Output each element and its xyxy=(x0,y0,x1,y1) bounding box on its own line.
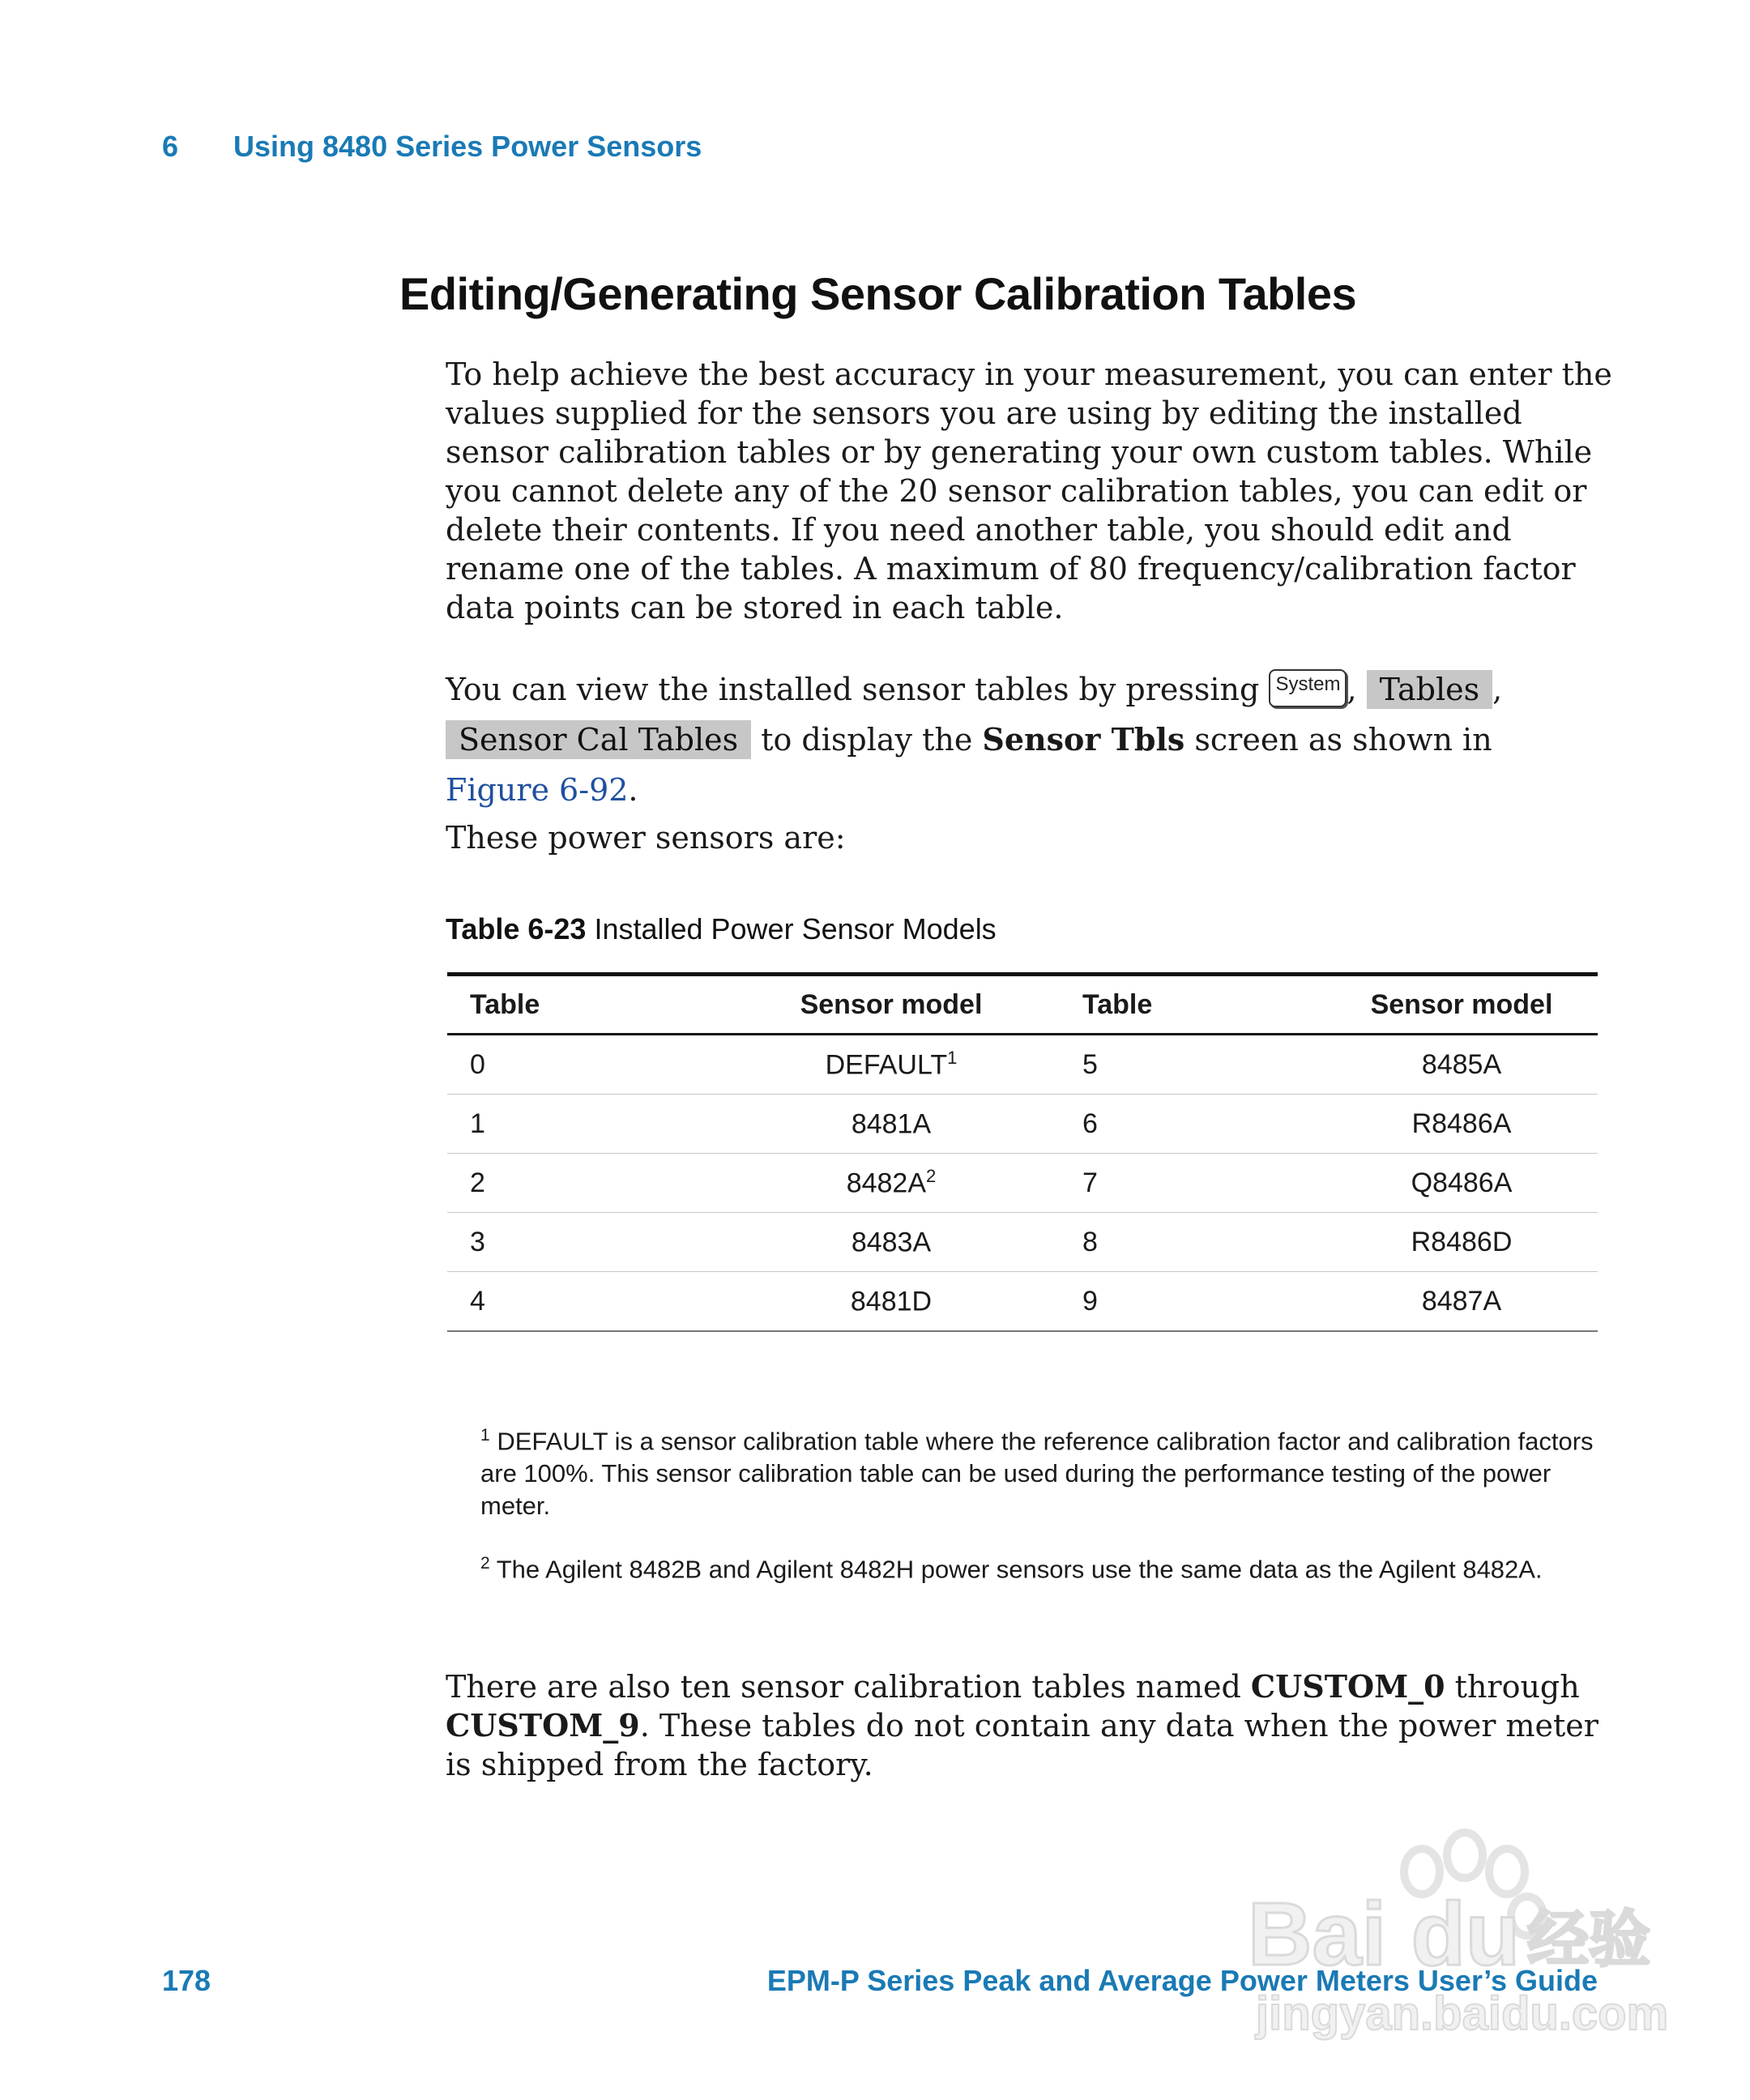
header-table-1: Table xyxy=(470,988,540,1020)
custom-text-1: There are also ten sensor calibration tables named xyxy=(446,1669,1251,1705)
sensor-model-cell xyxy=(729,1154,1053,1213)
table-row xyxy=(447,1095,1598,1154)
chapter-title: Using 8480 Series Power Sensors xyxy=(233,130,702,163)
section-title: Editing/Generating Sensor Calibration Tables xyxy=(399,268,1357,319)
sensors-intro: These power sensors are: xyxy=(446,820,846,856)
table-header-row xyxy=(447,975,1598,1035)
chapter-number: 6 xyxy=(162,130,179,163)
footnote-ref: 1 xyxy=(947,1048,958,1069)
baidu-jingyan-watermark xyxy=(1248,1823,1669,2050)
table-number: 6 xyxy=(1053,1095,1325,1154)
sensor-tbls-screen-name: Sensor Tbls xyxy=(982,721,1185,758)
sensor-models-table xyxy=(447,972,1598,1332)
sensor-model-cell xyxy=(729,1272,1053,1332)
table-row xyxy=(447,1213,1598,1272)
footnote-2-mark: 2 xyxy=(480,1554,490,1573)
table-caption xyxy=(446,912,997,946)
table-number: 1 xyxy=(447,1095,729,1154)
sensor-model-cell xyxy=(729,1035,1053,1095)
intro-paragraph: To help achieve the best accuracy in your measurement, you can enter the values supplied for the sensors you are using by editing the installed sensor calibration tables or by generating your own custom tables. While you cannot delete any of the 20 sensor calibration tables, you can edit or delete their contents. If you need another table, you should edit and rename one of the tables. A maximum of 80 frequency/calibration factor data points can be stored in each table. xyxy=(446,356,1612,625)
system-hardkey[interactable]: System xyxy=(1269,669,1347,707)
view-text-end: . xyxy=(628,772,638,808)
sensor-model: Q8486A xyxy=(1325,1154,1598,1213)
view-text-before: You can view the installed sensor tables by pressing xyxy=(446,672,1270,707)
sensor-model: 8487A xyxy=(1325,1272,1598,1332)
custom-9-name: CUSTOM_9 xyxy=(446,1707,640,1744)
custom-tables-paragraph xyxy=(446,1667,1612,1784)
figure-6-92-link[interactable]: Figure 6-92 xyxy=(446,772,629,808)
footnote-1-mark: 1 xyxy=(480,1426,490,1445)
table-number: 8 xyxy=(1053,1213,1325,1272)
custom-0-name: CUSTOM_0 xyxy=(1250,1668,1445,1705)
header-sensor-model-2: Sensor model xyxy=(1370,988,1553,1020)
custom-text-2: through xyxy=(1445,1669,1580,1705)
view-separator-1: , xyxy=(1347,672,1367,707)
table-number: 5 xyxy=(1053,1035,1325,1095)
sensor-model: 8485A xyxy=(1325,1035,1598,1095)
table-number: 3 xyxy=(447,1213,729,1272)
watermark-brand-cn: 经验 xyxy=(1527,1903,1650,1975)
sensor-model: 8481A xyxy=(851,1108,932,1140)
view-tables-paragraph xyxy=(446,664,1612,815)
table-row xyxy=(447,1035,1598,1095)
table-row xyxy=(447,1272,1598,1332)
custom-text-3: . These tables do not contain any data when the power meter is shipped from the factory. xyxy=(446,1708,1598,1782)
view-text-after: screen as shown in xyxy=(1184,722,1492,758)
footnote-1-text: DEFAULT is a sensor calibration table where the reference calibration factor and calibration factors are 100%. This sensor calibration table can be used during the performance testing of the power meter. xyxy=(480,1427,1594,1521)
sensor-model-cell xyxy=(729,1095,1053,1154)
footnote-2-text: The Agilent 8482B and Agilent 8482H power sensors use the same data as the Agilent 8482A. xyxy=(496,1555,1543,1584)
footnote-1 xyxy=(480,1419,1615,1522)
sensor-model: R8486D xyxy=(1325,1213,1598,1272)
sensor-model: 8482A xyxy=(846,1167,927,1199)
page-number: 178 xyxy=(162,1964,211,1997)
sensor-model: 8483A xyxy=(851,1227,932,1258)
table-number: 4 xyxy=(447,1272,729,1332)
header-table-2: Table xyxy=(1082,988,1153,1020)
view-separator-2: , xyxy=(1492,672,1503,707)
table-caption-label: Table 6-23 xyxy=(446,912,587,945)
footnote-ref: 2 xyxy=(926,1166,937,1187)
table-number: 2 xyxy=(447,1154,729,1213)
table-number: 9 xyxy=(1053,1272,1325,1332)
view-text-middle: to display the xyxy=(751,722,983,758)
sensor-model: R8486A xyxy=(1325,1095,1598,1154)
sensor-cal-tables-softkey[interactable]: Sensor Cal Tables xyxy=(446,720,751,759)
table-row xyxy=(447,1154,1598,1213)
table-number: 0 xyxy=(447,1035,729,1095)
header-sensor-model-1: Sensor model xyxy=(800,988,983,1020)
book-title: EPM-P Series Peak and Average Power Meters User’s Guide xyxy=(766,1964,1598,1997)
sensor-model: DEFAULT xyxy=(825,1049,948,1081)
sensor-model: 8481D xyxy=(850,1286,933,1317)
running-header xyxy=(162,130,702,164)
tables-softkey[interactable]: Tables xyxy=(1367,670,1493,709)
watermark-brand: Bai du xyxy=(1248,1884,1521,1984)
sensor-model-cell xyxy=(729,1213,1053,1272)
table-number: 7 xyxy=(1053,1154,1325,1213)
footnote-2 xyxy=(480,1547,1615,1586)
table-caption-title: Installed Power Sensor Models xyxy=(594,912,997,945)
watermark-url: jingyan.baidu.com xyxy=(1256,1987,1669,2040)
